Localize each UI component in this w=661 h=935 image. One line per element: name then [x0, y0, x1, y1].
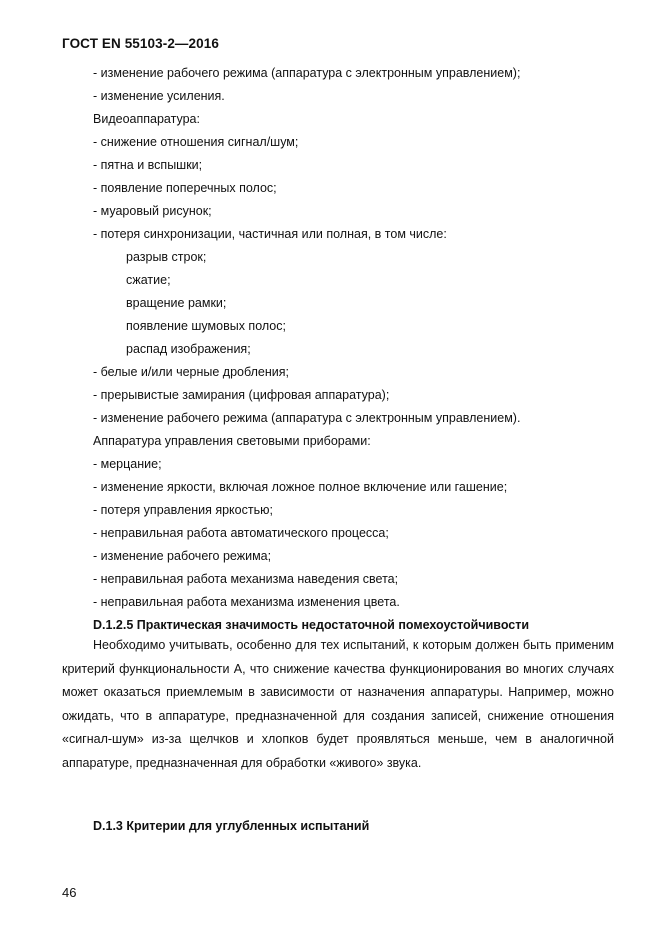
- list-item: - потеря синхронизации, частичная или полная, в том числе:: [93, 227, 447, 241]
- list-item: - снижение отношения сигнал/шум;: [93, 135, 299, 149]
- list-item: - прерывистые замирания (цифровая аппаратура);: [93, 388, 390, 402]
- list-item: - изменение рабочего режима (аппаратура с электронным управлением);: [93, 66, 521, 80]
- sub-list-item: распад изображения;: [126, 342, 251, 356]
- category-label: Видеоаппаратура:: [93, 112, 200, 126]
- category-label: Аппаратура управления световыми приборами:: [93, 434, 371, 448]
- list-item: - изменение усиления.: [93, 89, 225, 103]
- list-item: - изменение рабочего режима (аппаратура с электронным управлением).: [93, 411, 521, 425]
- section-heading-d125: D.1.2.5 Практическая значимость недостаточной помехоустойчивости: [93, 618, 530, 632]
- list-item: - неправильная работа механизма изменения цвета.: [93, 595, 400, 609]
- list-item: - пятна и вспышки;: [93, 158, 203, 172]
- list-item: - появление поперечных полос;: [93, 181, 277, 195]
- sub-list-item: появление шумовых полос;: [126, 319, 286, 333]
- list-item: - неправильная работа автоматического процесса;: [93, 526, 389, 540]
- list-item: - белые и/или черные дробления;: [93, 365, 289, 379]
- list-item: - муаровый рисунок;: [93, 204, 212, 218]
- section-heading-d13: D.1.3 Критерии для углубленных испытаний: [93, 819, 370, 833]
- document-header: ГОСТ EN 55103-2—2016: [62, 36, 219, 51]
- list-item: - неправильная работа механизма наведения света;: [93, 572, 399, 586]
- page-number: 46: [62, 885, 77, 900]
- sub-list-item: вращение рамки;: [126, 296, 227, 310]
- list-item: - мерцание;: [93, 457, 162, 471]
- sub-list-item: разрыв строк;: [126, 250, 207, 264]
- paragraph-text: Необходимо учитывать, особенно для тех испытаний, к которым должен быть применим критерий функциональности А, что снижение качества функционирования во многих случаях может оказаться приемлемым в зависимости от назначения аппаратуры. Например, можно ожидать, что в аппаратуре, предназначенной для создания записей, снижение отношения «сигнал-шум» из-за щелчков и хлопков будет проявляться меньше, чем в аналогичной аппаратуре, предназначенная для обработки «живого» звука.: [62, 638, 614, 770]
- list-item: - изменение яркости, включая ложное полное включение или гашение;: [93, 480, 508, 494]
- list-item: - изменение рабочего режима;: [93, 549, 272, 563]
- sub-list-item: сжатие;: [126, 273, 171, 287]
- list-item: - потеря управления яркостью;: [93, 503, 273, 517]
- body-paragraph: [62, 634, 614, 776]
